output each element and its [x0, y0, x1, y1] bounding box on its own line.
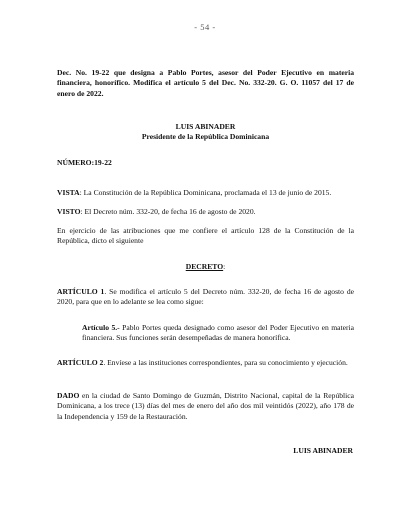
article-1-label: ARTÍCULO 1 [57, 287, 105, 296]
decree-number: NÚMERO:19-22 [57, 158, 112, 167]
article-1-paragraph [57, 287, 354, 308]
signatory-name: LUIS ABINADER [175, 122, 236, 131]
quoted-article-label: Artículo 5.- [82, 323, 120, 332]
page-number: - 54 - [194, 22, 216, 32]
dado-label: DADO [57, 391, 80, 400]
quoted-article-text: Pablo Portes queda designado como asesor del Poder Ejecutivo en materia financiera. Sus funciones serán desempeñadas de manera honorífica. [82, 323, 354, 343]
decreto-colon: : [223, 262, 226, 271]
article-2-paragraph [57, 358, 354, 368]
visto-paragraph [57, 207, 354, 217]
article-2-label: ARTÍCULO 2 [57, 358, 104, 367]
dado-text: en la ciudad de Santo Domingo de Guzmán, Distrito Nacional, capital de la República Dominicana, a los trece (13) días del mes de enero del año dos mil veintidós (2022), año 178 de la Independencia y 159 de la Restauración. [57, 391, 354, 421]
preamble-paragraph: En ejercicio de las atribuciones que me confiere el artículo 128 de la Constitución de la República, dicto el siguiente [57, 226, 354, 246]
decreto-label: DECRETO [185, 262, 224, 271]
visto-label: VISTO [57, 207, 81, 216]
article-1-text: . Se modifica el artículo 5 del Decreto núm. 332-20, de fecha 16 de agosto de 2020, para que en lo adelante se lea como sigue: [57, 287, 355, 307]
quoted-article-5 [82, 323, 354, 344]
signatory-block [57, 122, 354, 143]
decreto-title [57, 262, 354, 272]
visto-text: : El Decreto núm. 332-20, de fecha 16 de agosto de 2020. [80, 207, 256, 216]
signature-name: LUIS ABINADER [293, 446, 353, 455]
article-2-text: . Envíese a las instituciones correspondientes, para su conocimiento y ejecución. [103, 358, 348, 367]
decree-heading: Dec. No. 19-22 que designa a Pablo Portes, asesor del Poder Ejecutivo en materia financiera, honorífico. Modifica el artículo 5 del Dec. No. 332-20. G. O. 11057 del 17 de enero de 2022. [57, 68, 354, 98]
dado-paragraph [57, 391, 354, 422]
vista-label: VISTA [57, 188, 80, 197]
signatory-title: Presidente de la República Dominicana [141, 132, 270, 142]
vista-text: : La Constitución de la República Dominicana, proclamada el 13 de junio de 2015. [79, 188, 332, 197]
vista-paragraph [57, 188, 354, 198]
